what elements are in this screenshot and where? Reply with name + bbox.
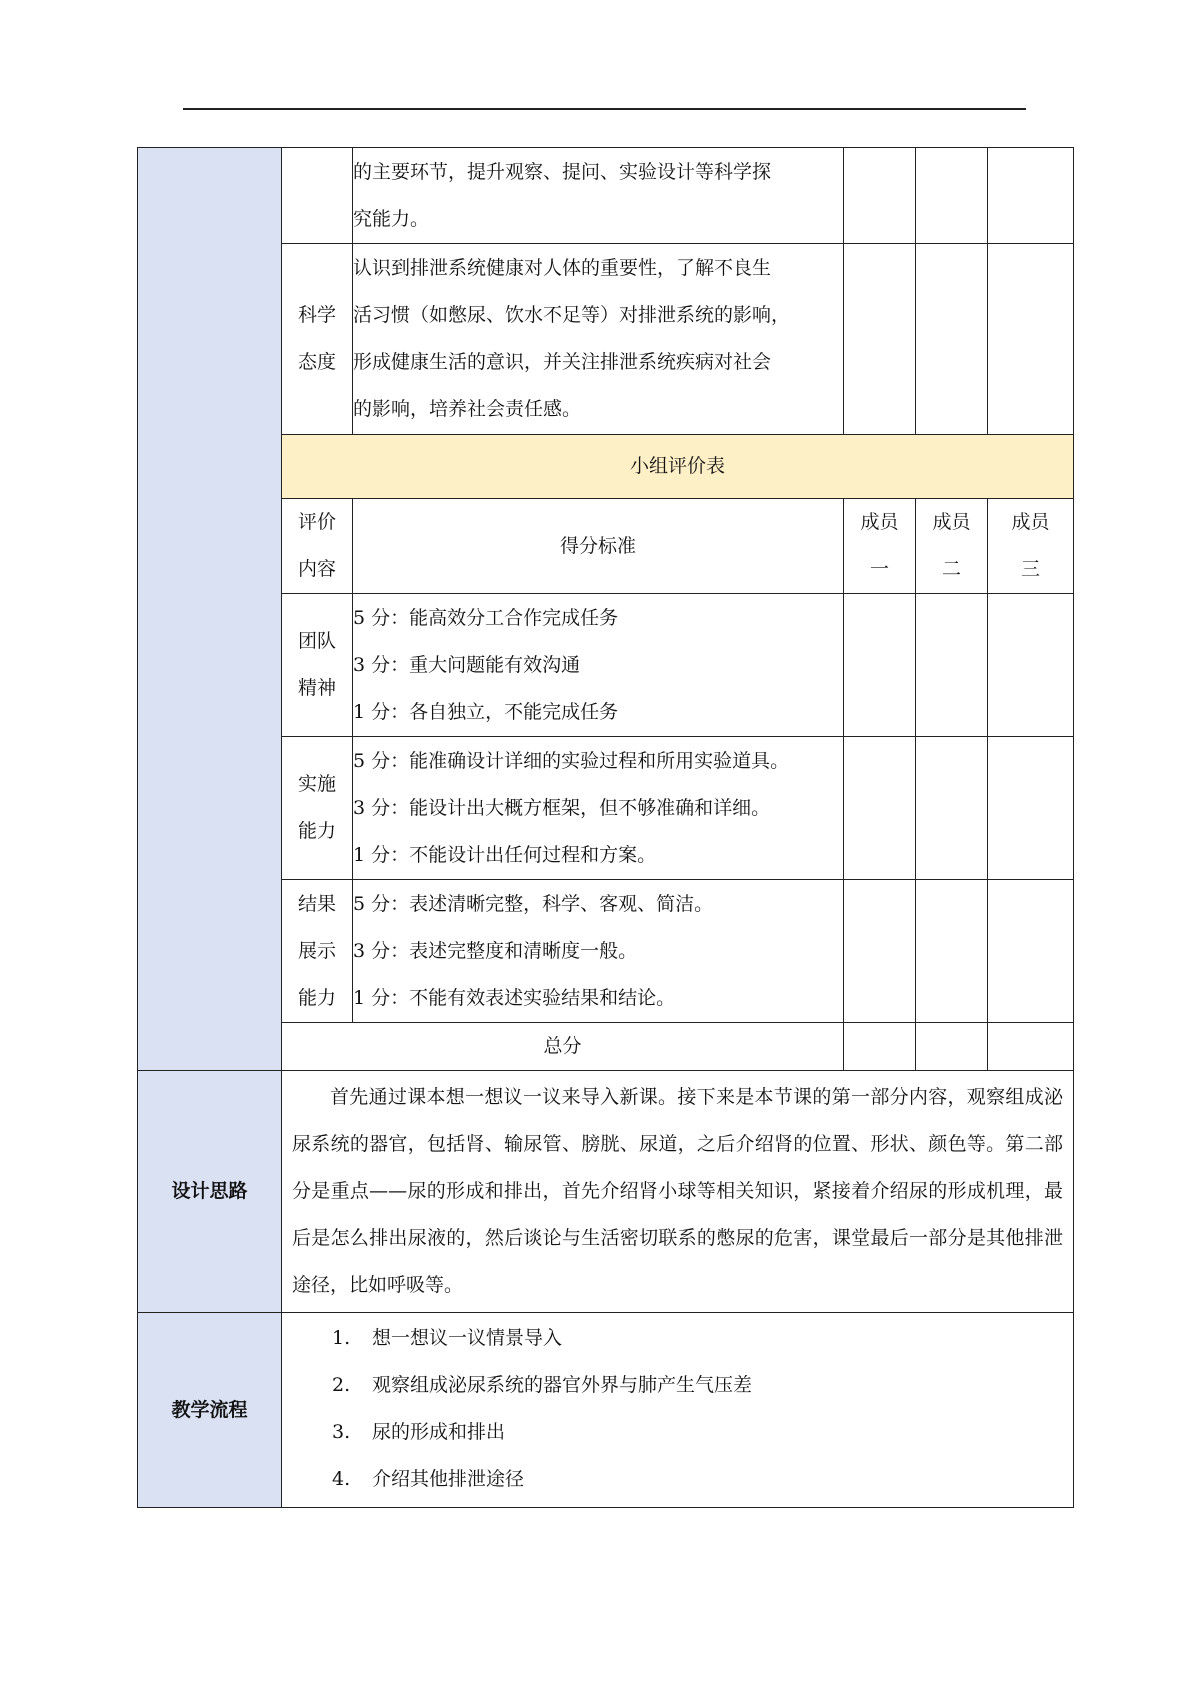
goals-line: 究能力。 [353, 207, 430, 230]
team-criteria [353, 594, 844, 737]
header-line: 二 [941, 558, 961, 580]
header-line: 成员 [1011, 511, 1050, 533]
goals-category-cell [282, 148, 353, 244]
process-list [282, 1313, 1073, 1507]
score-cell [988, 880, 1074, 1023]
lesson-table [137, 147, 1074, 1508]
score-cell [844, 1023, 916, 1071]
criteria-line: 3 分：能设计出大概方框架，但不够准确和详细。 [353, 796, 771, 819]
score-cell [988, 594, 1074, 737]
design-label: 设计思路 [138, 1071, 282, 1313]
implementation-category [282, 737, 353, 880]
category-line: 展示 [297, 939, 336, 962]
process-label: 教学流程 [138, 1313, 282, 1508]
header-line: 三 [1020, 558, 1040, 580]
goals-text-cell [353, 148, 844, 244]
goals-line: 的主要环节，提升观察、提问、实验设计等科学探 [353, 160, 772, 183]
member-one-header [844, 499, 916, 594]
step-text: 介绍其他排泄途径 [372, 1468, 525, 1490]
category-line: 精神 [297, 677, 336, 699]
score-cell [844, 880, 916, 1023]
step-number: 2. [332, 1374, 351, 1396]
attitude-line: 活习惯（如憋尿、饮水不足等）对排泄系统的影响， [353, 304, 791, 326]
score-cell [916, 244, 988, 435]
header-line: 成员 [860, 511, 899, 533]
step-text: 尿的形成和排出 [372, 1421, 506, 1443]
score-cell [916, 737, 988, 880]
process-row [138, 1313, 1074, 1508]
attitude-category [282, 244, 353, 435]
header-line: 一 [869, 558, 889, 580]
category-line: 结果 [297, 892, 336, 915]
score-cell [844, 594, 916, 737]
design-paragraph: 首先通过课本想一想议一议来导入新课。接下来是本节课的第一部分内容，观察组成泌尿系统的器官，包括肾、输尿管、膀胱、尿道，之后介绍肾的位置、形状、颜色等。第二部分是重点——尿的形成和排出，首先介绍肾小球等相关知识，紧接着介绍尿的形成机理，最后是怎么排出尿液的，然后谈论与生活密切联系的憋尿的危害，课堂最后一部分是其他排泄途径，比如呼吸等。 [292, 1086, 1063, 1296]
score-cell [916, 148, 988, 244]
header-line: 内容 [297, 558, 336, 580]
category-line: 科学 [297, 304, 336, 326]
group-table-title: 小组评价表 [282, 435, 1074, 499]
goals-continued-row [138, 148, 1074, 244]
content-header [282, 499, 353, 594]
process-list-cell [282, 1313, 1074, 1508]
score-cell [844, 737, 916, 880]
step-number: 1. [332, 1327, 351, 1349]
implementation-criteria [353, 737, 844, 880]
attitude-line: 认识到排泄系统健康对人体的重要性，了解不良生 [353, 257, 772, 279]
score-cell [844, 244, 916, 435]
objectives-side-cell [138, 148, 282, 1071]
category-line: 团队 [297, 630, 336, 652]
score-cell [916, 1023, 988, 1071]
header-line: 成员 [932, 511, 971, 533]
score-cell [988, 1023, 1074, 1071]
score-cell [988, 737, 1074, 880]
criteria-line: 1 分：不能设计出任何过程和方案。 [353, 843, 657, 866]
step-number: 3. [332, 1421, 351, 1443]
step-text: 想一想议一议情景导入 [372, 1327, 563, 1349]
category-line: 态度 [297, 351, 336, 373]
presentation-category [282, 880, 353, 1023]
criteria-line: 5 分：能准确设计详细的实验过程和所用实验道具。 [353, 749, 790, 772]
score-cell [916, 594, 988, 737]
step-text: 观察组成泌尿系统的器官外界与肺产生气压差 [372, 1374, 753, 1396]
attitude-line: 形成健康生活的意识，并关注排泄系统疾病对社会 [353, 351, 772, 373]
list-item [332, 1362, 1073, 1409]
team-category [282, 594, 353, 737]
score-cell [916, 880, 988, 1023]
list-item [332, 1315, 1073, 1362]
header-line: 评价 [297, 511, 336, 533]
member-two-header [916, 499, 988, 594]
design-row [138, 1071, 1074, 1313]
score-cell [844, 148, 916, 244]
criteria-line: 1 分：各自独立，不能完成任务 [353, 700, 619, 723]
criteria-line: 5 分：表述清晰完整，科学、客观、简洁。 [353, 892, 714, 915]
list-item [332, 1456, 1073, 1503]
attitude-line: 的影响，培养社会责任感。 [353, 398, 582, 420]
criteria-line: 5 分：能高效分工合作完成任务 [353, 606, 619, 629]
category-line: 能力 [297, 986, 336, 1009]
header-rule [183, 108, 1026, 110]
score-cell [988, 244, 1074, 435]
criteria-header: 得分标准 [353, 499, 844, 594]
criteria-line: 1 分：不能有效表述实验结果和结论。 [353, 986, 676, 1009]
criteria-line: 3 分：表述完整度和清晰度一般。 [353, 939, 638, 962]
presentation-criteria [353, 880, 844, 1023]
list-item [332, 1409, 1073, 1456]
category-line: 实施 [297, 773, 336, 795]
design-text-cell [282, 1071, 1074, 1313]
member-three-header [988, 499, 1074, 594]
attitude-text-cell [353, 244, 844, 435]
total-label: 总分 [282, 1023, 844, 1071]
criteria-line: 3 分：重大问题能有效沟通 [353, 653, 581, 676]
category-line: 能力 [297, 820, 336, 842]
score-cell [988, 148, 1074, 244]
step-number: 4. [332, 1468, 351, 1490]
